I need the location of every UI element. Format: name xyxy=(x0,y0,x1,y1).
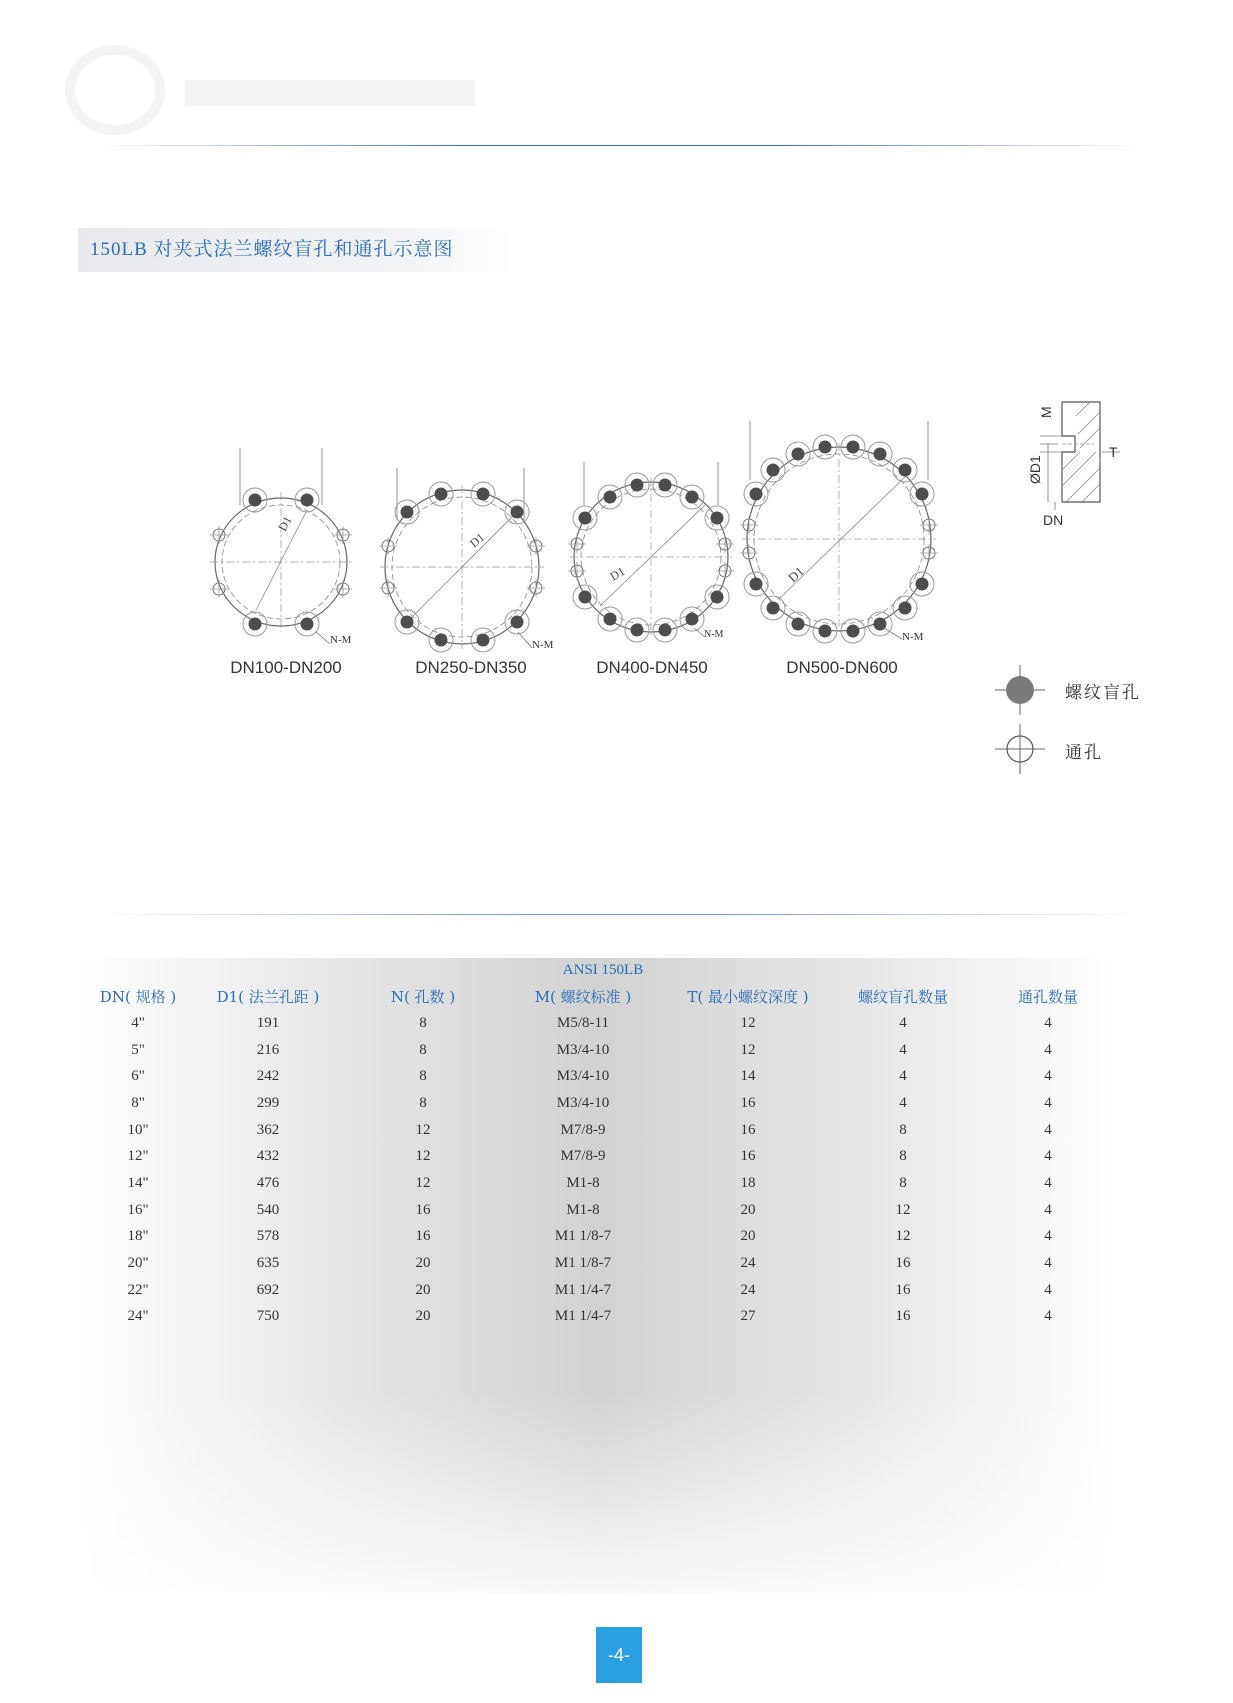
table-cell: 4" xyxy=(131,1014,145,1031)
table-super-header: ANSI 150LB xyxy=(562,961,644,978)
table-cell: M1-8 xyxy=(566,1201,600,1218)
legend-through-icon xyxy=(995,724,1045,774)
table-cell: M1-8 xyxy=(566,1174,600,1191)
diagram-dn500-dn600 xyxy=(740,421,938,643)
col-header-d1: D1( 法兰孔距 ) xyxy=(216,987,320,1006)
table-cell: 216 xyxy=(256,1041,280,1058)
table-cell: 4 xyxy=(1044,1014,1052,1031)
table-cell: 4 xyxy=(1044,1068,1052,1085)
table-row xyxy=(88,1224,1118,1251)
table-cell: 578 xyxy=(256,1228,280,1245)
diagram-dn400-dn450 xyxy=(568,462,734,642)
legend-through-label: 通孔 xyxy=(1065,743,1103,763)
legend-blind-label: 螺纹盲孔 xyxy=(1065,683,1141,703)
table-cell: M5/8-11 xyxy=(557,1014,609,1031)
table-cell: 432 xyxy=(256,1148,280,1165)
table-cell: 18" xyxy=(127,1228,149,1245)
table-cell: M1 1/4-7 xyxy=(554,1308,612,1325)
nm-label: N-M xyxy=(330,634,352,646)
legend-blind-icon xyxy=(995,665,1045,715)
table-cell: 22" xyxy=(127,1281,149,1298)
table-cell: 16" xyxy=(127,1201,149,1218)
flange-diagrams xyxy=(0,0,1233,800)
table-cell: 8 xyxy=(419,1041,427,1058)
table-cell: 4 xyxy=(1044,1121,1052,1138)
table-cell: 4 xyxy=(1044,1094,1052,1111)
nm-label: N-M xyxy=(532,639,554,651)
table-cell: M3/4-10 xyxy=(556,1094,610,1111)
diagram-label-dn400-dn450: DN400-DN450 xyxy=(596,658,708,677)
table-cell: 16 xyxy=(895,1308,911,1325)
col-header-blind-count: 螺纹盲孔数量 xyxy=(857,987,948,1006)
table-cell: 20 xyxy=(415,1308,431,1325)
table-cell: 191 xyxy=(256,1014,280,1031)
section-divider xyxy=(95,914,1145,915)
diagram-label-dn100-dn200: DN100-DN200 xyxy=(230,658,342,677)
table-row xyxy=(88,1063,1118,1090)
col-header-t: T( 最小螺纹深度 ) xyxy=(687,987,809,1006)
col-header-dn: DN( 规格 ) xyxy=(99,987,177,1006)
table-cell: 16 xyxy=(895,1255,911,1272)
table-cell: 18 xyxy=(740,1174,756,1191)
table-cell: 16 xyxy=(415,1201,431,1218)
table-row xyxy=(88,1170,1118,1197)
table-cell: 16 xyxy=(740,1094,756,1111)
table-cell: 12 xyxy=(895,1201,911,1218)
table-cell: 16 xyxy=(740,1121,756,1138)
table-row xyxy=(88,1143,1118,1170)
table-row xyxy=(88,1117,1118,1144)
table-row xyxy=(88,1037,1118,1064)
table-cell: 242 xyxy=(256,1068,280,1085)
col-header-through-count: 通孔数量 xyxy=(1017,987,1078,1006)
table-cell: 12 xyxy=(740,1041,756,1058)
section-title: 150LB 对夹式法兰螺纹盲孔和通孔示意图 xyxy=(78,228,510,272)
table-cell: 12 xyxy=(415,1174,431,1191)
section-t-label: T xyxy=(1109,444,1118,460)
table-cell: M3/4-10 xyxy=(556,1041,610,1058)
d1-label: D1 xyxy=(466,530,488,551)
table-cell: 12 xyxy=(740,1014,756,1031)
table-cell: 20" xyxy=(127,1255,149,1272)
table-cell: 16 xyxy=(415,1228,431,1245)
table-header-row xyxy=(88,982,1118,1010)
page-number: -4- xyxy=(596,1627,642,1683)
table-cell: M1 1/4-7 xyxy=(554,1281,612,1298)
table-cell: 8 xyxy=(899,1121,907,1138)
table-cell: 4 xyxy=(899,1094,907,1111)
table-row xyxy=(88,1197,1118,1224)
diagram-label-dn500-dn600: DN500-DN600 xyxy=(786,658,898,677)
table-cell: 8 xyxy=(899,1174,907,1191)
table-cell: 20 xyxy=(415,1255,431,1272)
table-row xyxy=(88,1090,1118,1117)
table-cell: 12 xyxy=(415,1148,431,1165)
table-cell: 20 xyxy=(740,1201,756,1218)
table-cell: M1 1/8-7 xyxy=(554,1228,612,1245)
table-cell: 27 xyxy=(740,1308,756,1325)
table-cell: 20 xyxy=(740,1228,756,1245)
table-cell: 4 xyxy=(1044,1041,1052,1058)
table-cell: 4 xyxy=(899,1068,907,1085)
table-row xyxy=(88,1277,1118,1304)
table-cell: 16 xyxy=(895,1281,911,1298)
col-header-m: M( 螺纹标准 ) xyxy=(534,987,632,1006)
table-cell: 20 xyxy=(415,1281,431,1298)
table-cell: 4 xyxy=(1044,1201,1052,1218)
table-cell: 16 xyxy=(740,1148,756,1165)
table-cell: M3/4-10 xyxy=(556,1068,610,1085)
table-cell: 4 xyxy=(899,1041,907,1058)
diagram-dn100-dn200 xyxy=(210,448,352,646)
section-view xyxy=(1027,402,1120,528)
table-cell: 4 xyxy=(899,1014,907,1031)
section-dn-label: DN xyxy=(1043,512,1064,528)
diagram-dn250-dn350 xyxy=(379,468,554,652)
table-cell: M7/8-9 xyxy=(560,1148,606,1165)
table-cell: 24" xyxy=(127,1308,149,1325)
spec-table xyxy=(88,958,1118,1330)
table-cell: 8 xyxy=(419,1068,427,1085)
table-cell: 12" xyxy=(127,1148,149,1165)
table-cell: 362 xyxy=(256,1121,280,1138)
table-cell: 8 xyxy=(899,1148,907,1165)
table-cell: 6" xyxy=(131,1068,145,1085)
table-cell: 4 xyxy=(1044,1228,1052,1245)
table-cell: 8 xyxy=(419,1094,427,1111)
table-cell: 24 xyxy=(740,1255,756,1272)
table-cell: 14" xyxy=(127,1174,149,1191)
table-cell: 540 xyxy=(256,1201,280,1218)
table-cell: M1 1/8-7 xyxy=(554,1255,612,1272)
col-header-n: N( 孔数 ) xyxy=(390,987,456,1006)
table-cell: 299 xyxy=(256,1094,280,1111)
d1-label: D1 xyxy=(275,513,295,534)
table-cell: 635 xyxy=(256,1255,280,1272)
table-cell: M7/8-9 xyxy=(560,1121,606,1138)
nm-label: N-M xyxy=(704,629,724,640)
d1-label: D1 xyxy=(784,563,807,586)
table-cell: 8" xyxy=(131,1094,145,1111)
table-cell: 476 xyxy=(256,1174,280,1191)
table-row xyxy=(88,1010,1118,1037)
table-cell: 10" xyxy=(127,1121,149,1138)
section-d1-label: ØD1 xyxy=(1027,455,1043,484)
table-cell: 4 xyxy=(1044,1281,1052,1298)
table-row xyxy=(88,1304,1118,1331)
table-cell: 8 xyxy=(419,1014,427,1031)
nm-label: N-M xyxy=(902,631,924,643)
table-row xyxy=(88,1250,1118,1277)
table-cell: 750 xyxy=(256,1308,280,1325)
table-cell: 4 xyxy=(1044,1255,1052,1272)
table-cell: 4 xyxy=(1044,1174,1052,1191)
table-cell: 4 xyxy=(1044,1148,1052,1165)
table-cell: 14 xyxy=(740,1068,756,1085)
table-cell: 12 xyxy=(415,1121,431,1138)
table-cell: 692 xyxy=(256,1281,280,1298)
d1-label: D1 xyxy=(607,564,628,584)
table-cell: 12 xyxy=(895,1228,911,1245)
table-cell: 4 xyxy=(1044,1308,1052,1325)
table-cell: 24 xyxy=(740,1281,756,1298)
table-cell: 5" xyxy=(131,1041,145,1058)
section-m-label: M xyxy=(1038,406,1054,418)
diagram-label-dn250-dn350: DN250-DN350 xyxy=(415,658,527,677)
